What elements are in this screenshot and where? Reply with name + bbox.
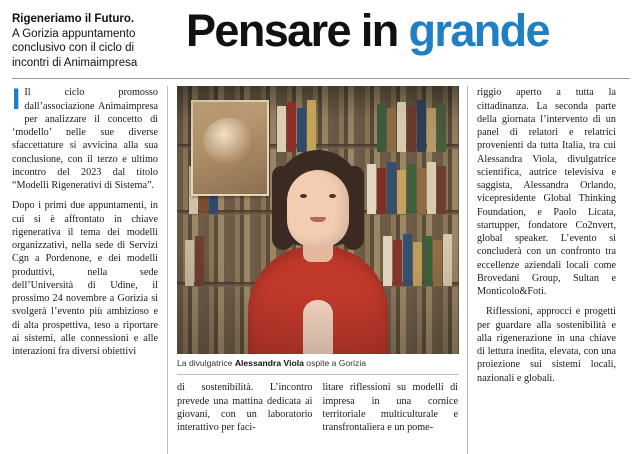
paragraph: riggio aperto a tutta la cittadinanza. La seconda parte della giornata l’intervento di un panel di relatori e relatrici provenienti da tutta Italia, tra cui Alessandra Viola, divulgatrice scientifica, autrice televisiva e saggista, Alessandra Orlando, vicepresidente Global Thinking Foundation, e Paolo Licata, startupper, fondatore Co2nvert, global speaker. L’evento si concluderà con un confronto tra eccellenze aziendali locali come Brovedani Group, Sultan e Monticolo&Foti. — [477, 87, 616, 298]
page-title — [182, 5, 630, 56]
photo-caption — [177, 354, 459, 375]
kicker — [12, 10, 172, 70]
headline-accent: grande — [408, 5, 549, 56]
caption-post: ospite a Gorizia — [303, 358, 367, 369]
article-body — [12, 83, 630, 454]
masthead — [12, 5, 630, 70]
photo-vignette — [177, 86, 459, 354]
kicker-strong: Rigeneriamo il Futuro. — [12, 13, 135, 25]
paragraph: Riflessioni, approcci e progetti per guardare alla sostenibilità e alla rigenerazione in una chiave di lettura inedita, elevata, con una proiezione sui sistemi locali, nazionali e globali. — [477, 306, 616, 384]
article-photo — [177, 86, 459, 354]
column-right — [468, 86, 616, 454]
middle-text-columns — [177, 381, 458, 434]
column-left — [12, 83, 168, 454]
paragraph: Il ciclo promosso dall’associazione Animaimpresa per analizzare il concetto di ‘modello’ nelle sue diverse sfaccettature si avvicina alla sua conclusione, con il terzo e ultimo incontro del 2023 dal titolo “Modelli Rigenerativi di Sistema”. — [12, 87, 158, 192]
column-middle-right — [323, 381, 459, 434]
masthead-divider — [12, 78, 630, 79]
figure — [177, 86, 459, 375]
caption-pre: La divulgatrice — [177, 358, 235, 369]
paragraph: di sostenibilità. L’incontro prevede una mattina dedicata ai giovani, con un laboratorio interattivo per faci- — [177, 382, 313, 434]
headline-part1: Pensare in — [186, 5, 409, 56]
paragraph: Dopo i primi due appuntamenti, in cui si è affrontato in chiave rigenerativa il tema dei modelli organizzativi, nella sede di Servizi Cgn a Pordenone, e dei modelli produttivi, nella sede dell’Università di Udine, il prossimo 24 novembre a Gorizia si svolgerà l’evento più ambizioso e di alta prospettiva, teso a riportare ai sistemi, alle connessioni e alle interazioni fra diversi obiettivi — [12, 200, 158, 358]
paragraph: litare riflessioni su modelli di impresa in una cornice territoriale multiculturale e transfrontaliera e un pome- — [322, 382, 458, 434]
column-middle-left — [177, 381, 313, 434]
drop-cap: I — [12, 83, 21, 117]
caption-name: Alessandra Viola — [234, 358, 304, 369]
column-middle — [168, 86, 468, 454]
kicker-rest: A Gorizia appuntamento conclusivo con il ciclo di incontri di Animaimpresa — [12, 27, 138, 69]
